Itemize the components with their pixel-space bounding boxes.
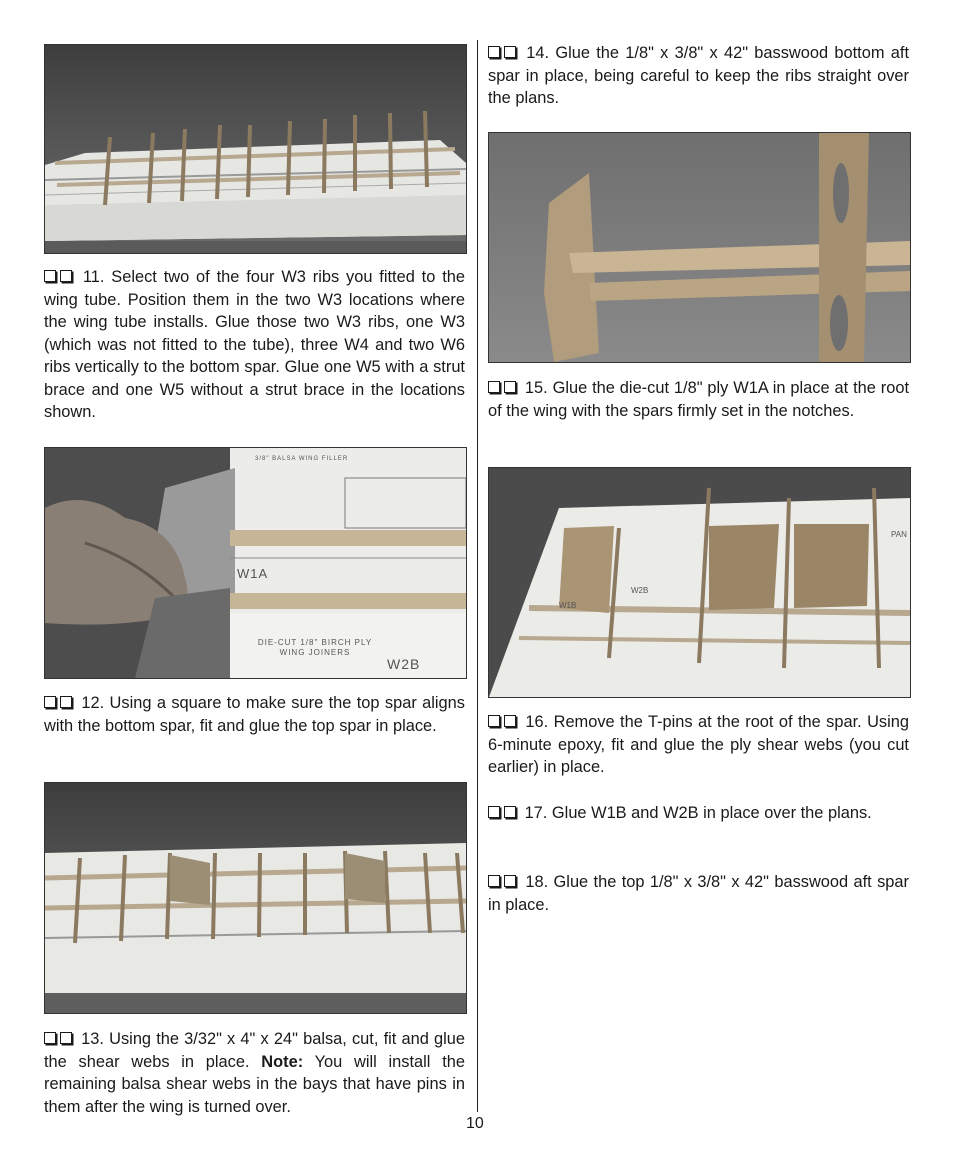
page-number: 10 — [466, 1115, 484, 1132]
label-die-cut-joiners: DIE-CUT 1/8" BIRCH PLY WING JOINERS — [257, 638, 373, 657]
step-text: Glue W1B and W2B in place over the plans. — [551, 804, 872, 822]
label-pan: PAN — [891, 530, 907, 539]
step-text: Using a square to make sure the top spar aligns with the bottom spar, fit and glue the top spar in place. — [44, 694, 465, 735]
checkbox-icon[interactable] — [488, 46, 500, 58]
checkbox-icon[interactable] — [504, 381, 516, 393]
step-text: Glue the die-cut 1/8" ply W1A in place at the root of the wing with the spars firmly set in the notches. — [488, 379, 909, 420]
step-number: 11. — [82, 268, 105, 286]
checkbox-icon[interactable] — [44, 1032, 56, 1044]
checkbox-icon[interactable] — [504, 715, 516, 727]
checkbox-icon[interactable] — [488, 806, 500, 818]
step-17 — [488, 802, 909, 825]
step-11 — [44, 266, 465, 424]
checkbox-icon[interactable] — [504, 806, 516, 818]
step-number: 12. — [81, 694, 105, 712]
step-13 — [44, 1028, 465, 1118]
photo-wing-ribs-on-plans — [44, 44, 467, 254]
checkbox-icon[interactable] — [60, 1032, 72, 1044]
checkbox-icon[interactable] — [488, 381, 500, 393]
step-number: 16. — [525, 713, 549, 731]
note-label: Note: — [261, 1052, 304, 1071]
label-w1a: W1A — [237, 566, 269, 581]
step-15 — [488, 377, 909, 422]
label-3-8-balsa-wing-filler: 3/8" BALSA WING FILLER — [255, 456, 349, 462]
step-text-note: You will install the remaining balsa shear webs in the bays that have pins in them after the wing is turned over. — [44, 1052, 465, 1116]
label-w1b: W1B — [559, 601, 577, 610]
step-number: 17. — [524, 804, 548, 822]
photo-aft-spar — [488, 132, 911, 363]
checkbox-icon[interactable] — [504, 46, 516, 58]
checkbox-icon[interactable] — [60, 696, 72, 708]
step-16 — [488, 711, 909, 779]
step-12 — [44, 692, 465, 737]
photo-ply-shear-webs — [488, 467, 911, 698]
checkbox-icon[interactable] — [488, 875, 500, 887]
step-number: 13. — [81, 1030, 104, 1048]
step-14 — [488, 42, 909, 110]
step-number: 14. — [526, 44, 550, 62]
photo-shear-webs — [44, 782, 467, 1014]
step-text: Remove the T-pins at the root of the spar. Using 6-minute epoxy, fit and glue the ply shear webs (you cut earlier) in place. — [488, 713, 909, 776]
photo-square-alignment — [44, 447, 467, 679]
checkbox-icon[interactable] — [504, 875, 516, 887]
label-w2b-photo5: W2B — [631, 586, 649, 595]
step-18 — [488, 871, 909, 916]
step-text: Using the 3/32" x 4" x 24" balsa, cut, fit and glue the shear webs in place. — [44, 1030, 465, 1071]
checkbox-icon[interactable] — [44, 696, 56, 708]
step-number: 18. — [525, 873, 549, 891]
column-divider — [477, 40, 478, 1112]
checkbox-icon[interactable] — [488, 715, 500, 727]
checkbox-icon[interactable] — [60, 270, 72, 282]
step-text: Glue the top 1/8" x 3/8" x 42" basswood aft spar in place. — [488, 873, 909, 914]
label-w2b: W2B — [387, 656, 421, 672]
step-text: Glue the 1/8" x 3/8" x 42" basswood bottom aft spar in place, being careful to keep the ribs straight over the plans. — [488, 44, 909, 107]
step-number: 15. — [524, 379, 548, 397]
step-text: Select two of the four W3 ribs you fitted to the wing tube. Position them in the two W3 locations where the wing tube installs. Glue those two W3 ribs, one W3 (which was not fitted to the tube), three W4 and two W6 ribs vertically to the bottom spar. Glue one W5 with a strut brace and one W5 without a strut brace in the locations shown. — [44, 268, 465, 421]
checkbox-icon[interactable] — [44, 270, 56, 282]
